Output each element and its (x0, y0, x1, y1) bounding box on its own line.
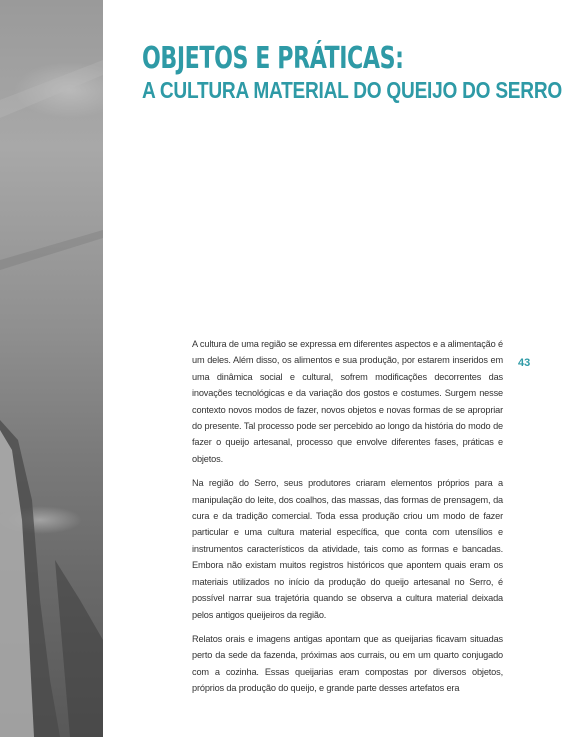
paragraph: Na região do Serro, seus produtores criaram elementos próprios para a manipulação do leite, dos coalhos, das massas, das formas de prensagem, da cura e da tradição comercial. Toda essa produção criou um modo de fazer particular e uma cultura material específica, que conta com utensílios e instrumentos característicos da atividade, tais como as formas e bancadas. Embora não existam muitos registros históricos que apontem quais eram os materiais utilizados no início da produção do queijo artesanal no Serro, é possível narrar sua trajetória quando se observa a cultura material deixada pelos antigos queijeiros da região. (192, 478, 503, 620)
page-number: 43 (518, 357, 531, 369)
page-title: OBJETOS E PRÁTICAS: (142, 41, 404, 76)
paragraph: A cultura de uma região se expressa em diferentes aspectos e a alimentação é um deles. Além disso, os alimentos e sua produção, por estarem inseridos em uma dinâmica social e cultural, sofrem modificações decorrentes das inovações tecnológicas e da variação dos gostos e costumes. Surgem nesse contexto novos modos de fazer, novos objetos e novas formas de se apropriar do presente. Tal processo pode ser percebido ao longo da história do modo de fazer o queijo artesanal, processo que envolve diferentes fases, práticas e objetos. (192, 339, 503, 464)
paragraph: Relatos orais e imagens antigas apontam que as queijarias ficavam situadas perto da sede da fazenda, próximas aos currais, ou em um quarto conjugado com a cozinha. Essas queijarias eram compostas por diversos objetos, próprios da produção do queijo, e grande parte desses artefatos era (192, 633, 503, 694)
photo-texture (0, 0, 103, 737)
title-block (142, 42, 562, 104)
page-subtitle: A CULTURA MATERIAL DO QUEIJO DO SERRO (142, 77, 562, 103)
body-text (192, 336, 503, 705)
photo-strip (0, 0, 103, 737)
